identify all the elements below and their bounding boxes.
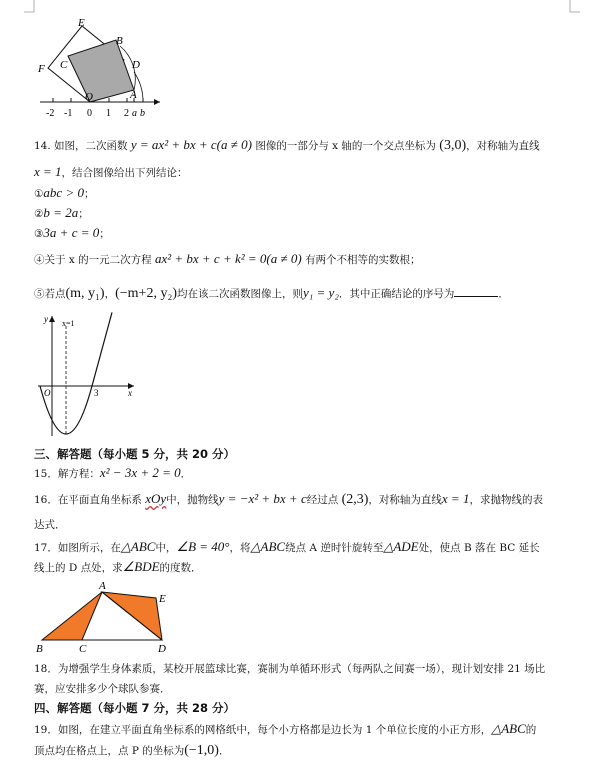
q14-c5-b: 均在该二次函数图像上，则 xyxy=(177,288,303,300)
section-3-title: 三、解答题（每小题 5 分，共 20 分） xyxy=(34,447,236,461)
label-D: D xyxy=(158,643,166,654)
tick-2: 2 xyxy=(124,108,129,119)
tick-0: 0 xyxy=(87,108,92,119)
q17-ask: ∠BDE xyxy=(122,559,160,574)
q14-c2-end: ； xyxy=(78,208,89,220)
q14-c3-mark: ③ xyxy=(34,228,44,240)
q14-axis: x = 1 xyxy=(34,164,62,179)
q19-line2-b: ． xyxy=(218,745,230,757)
q16-text-c: 经过点 xyxy=(306,494,339,506)
q14-c1-end: ； xyxy=(83,188,95,200)
label-C: C xyxy=(60,59,68,71)
figure-parabola xyxy=(34,312,144,442)
label-E: E xyxy=(159,593,166,605)
label-B: B xyxy=(36,643,43,654)
label-F: F xyxy=(38,63,45,75)
tick-neg1: -1 xyxy=(64,108,73,119)
q16-point: (2,3) xyxy=(341,492,369,507)
tick-neg2: -2 xyxy=(46,108,55,119)
question-17-line1 xyxy=(34,540,540,555)
q19-tri: △ABC xyxy=(491,721,526,736)
question-16-line1 xyxy=(34,492,543,507)
tick-1: 1 xyxy=(106,108,111,119)
question-14-line1 xyxy=(34,138,540,153)
tick-a: a xyxy=(132,108,137,119)
q17-tri2: △ABC xyxy=(250,539,286,554)
question-17-line2 xyxy=(34,560,202,575)
q14-conclusion-3 xyxy=(34,226,110,241)
q17-text-e: 处，使点 B 落在 BC 延长 xyxy=(418,542,540,554)
q14-c5-rel: y₁ = y₂ xyxy=(303,285,339,300)
q14-c4-b: 有两个不相等的实数根； xyxy=(305,254,421,266)
q16-text-b: 中，抛物线 xyxy=(166,494,219,506)
q15-text-a: 15．解方程： xyxy=(34,468,100,480)
label-C: C xyxy=(79,643,87,654)
q16-text-e: ，求抛物线的表 xyxy=(469,494,543,506)
label-E: E xyxy=(78,17,85,29)
q15-text-b: ． xyxy=(180,468,192,480)
q19-line1: 19．如图，在建立平面直角坐标系的网格纸中，每个小方格都是边长为 1 个单位长度的小正方形， xyxy=(34,724,492,736)
q14-equation: y = ax² + bx + c(a ≠ 0) xyxy=(130,137,252,152)
q14-conclusion-2 xyxy=(34,206,89,221)
root-label: 3 xyxy=(94,388,99,398)
figure-rotated-square xyxy=(34,16,174,124)
q19-point: (−1,0) xyxy=(184,743,219,758)
question-18-line2: 赛，应安排多少个球队参赛． xyxy=(34,683,171,695)
q14-c5-p1: (m, y₁) xyxy=(65,286,105,301)
q17-text-f: 线上的 D 点处，求 xyxy=(34,562,123,574)
q14-conclusion-5 xyxy=(34,286,509,301)
q14-stem-b: 图像的一部分与 x 轴的一个交点坐标为 xyxy=(255,140,436,152)
q16-eq: y = −x² + bx + c xyxy=(218,491,307,506)
q15-eq: x² − 3x + 2 = 0 xyxy=(99,465,181,480)
q14-c1: abc > 0 xyxy=(43,185,84,200)
question-19-line2 xyxy=(34,744,229,758)
q17-text-d: 绕点 A 逆时针旋转至 xyxy=(285,542,384,554)
label-B: B xyxy=(116,35,123,47)
q17-tri3: △ADE xyxy=(383,539,419,554)
q14-stem-c: ，对称轴为直线 xyxy=(466,140,540,152)
symmetry-label: x=1 xyxy=(62,319,75,328)
axis-x-label: x xyxy=(128,388,132,398)
q14-c4-a: ④关于 x 的一元二次方程 xyxy=(34,254,152,266)
q14-c5-sep: ， xyxy=(104,288,116,300)
q17-text-g: 的度数． xyxy=(159,562,202,574)
q14-point: (3,0) xyxy=(439,138,467,153)
q14-conclusion-1 xyxy=(34,186,94,201)
q14-conclusion-4 xyxy=(34,252,421,267)
q14-c2-mark: ② xyxy=(34,208,44,220)
question-14-line2 xyxy=(34,165,188,180)
q14-c3-end: ； xyxy=(99,228,110,240)
q14-c2: b = 2a xyxy=(43,205,79,220)
origin-label: O xyxy=(44,388,51,398)
section-4-title: 四、解答题（每小题 7 分，共 28 分） xyxy=(34,701,236,715)
q14-number: 14. xyxy=(34,140,51,152)
question-15 xyxy=(34,466,191,481)
label-O: O xyxy=(85,91,93,103)
label-D: D xyxy=(132,59,140,71)
q16-axis: x = 1 xyxy=(441,491,470,506)
q14-c3: 3a + c = 0 xyxy=(43,225,100,240)
figure-rotated-triangles xyxy=(34,578,174,654)
question-19-line1 xyxy=(34,722,536,737)
q17-text-a: 17．如图所示，在 xyxy=(34,542,121,554)
q16-text-a: 16．在平面直角坐标系 xyxy=(34,494,142,506)
q17-tri1: △ABC xyxy=(120,539,156,554)
axis-y-label: y xyxy=(44,314,48,324)
question-18-line1: 18．为增强学生身体素质，某校开展篮球比赛，赛制为单循环形式（每两队之间赛一场），现计划安排 21 场比 xyxy=(34,663,546,675)
question-16-line2: 达式． xyxy=(34,519,66,531)
q14-c5-c: ．其中正确结论的序号为 xyxy=(338,288,455,300)
q19-line2-a: 顶点均在格点上，点 P 的坐标为 xyxy=(34,745,185,757)
label-A: A xyxy=(99,580,106,592)
q14-c1-mark: ① xyxy=(34,188,44,200)
q16-text-d: ，对称轴为直线 xyxy=(368,494,442,506)
q17-angle: ∠B = 40° xyxy=(176,539,230,554)
label-A: A xyxy=(130,89,137,101)
q14-c5-p2: (−m+2, y₂) xyxy=(115,286,177,301)
q14-c5-a: ⑤若点 xyxy=(34,288,66,300)
answer-blank[interactable] xyxy=(454,286,498,297)
q14-c5-end: ． xyxy=(498,288,509,300)
q16-xoy: xOy xyxy=(145,491,167,506)
q19-line1-end: 的 xyxy=(525,724,537,736)
q14-c4-eq: ax² + bx + c + k² = 0(a ≠ 0) xyxy=(154,251,302,266)
q17-text-c: ，将 xyxy=(229,542,251,554)
q14-stem-d: ，结合图像给出下列结论： xyxy=(61,167,188,179)
tick-b: b xyxy=(140,108,145,119)
q17-text-b: 中， xyxy=(155,542,177,554)
q14-stem-a: 如图，二次函数 xyxy=(54,140,128,152)
